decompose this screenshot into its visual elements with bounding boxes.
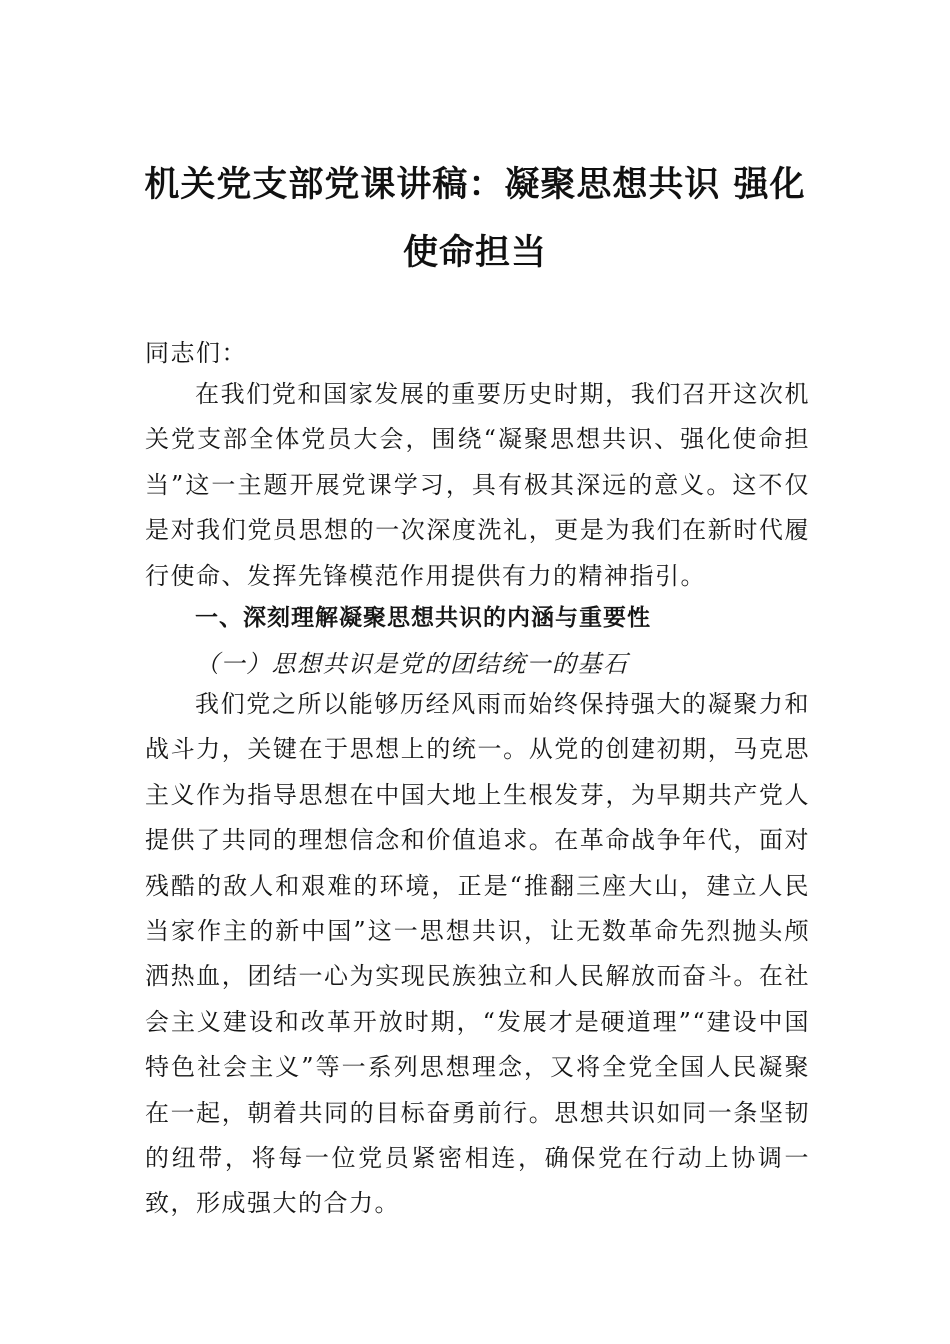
subsection-paragraph-1: 我们党之所以能够历经风雨而始终保持强大的凝聚力和战斗力，关键在于思想上的统一。从党的创建初期，马克思主义作为指导思想在中国大地上生根发芽，为早期共产党人提供了共同的理想信念和价值追求。在革命战争年代，面对残酷的敌人和艰难的环境，正是“推翻三座大山，建立人民当家作主的新中国”这一思想共识，让无数革命先烈抛头颅洒热血，团结一心为实现民族独立和人民解放而奋斗。在社会主义建设和改革开放时期，“发展才是硬道理”“建设中国特色社会主义”等一系列思想理念，又将全党全国人民凝聚在一起，朝着共同的目标奋勇前行。思想共识如同一条坚韧的纽带，将每一位党员紧密相连，确保党在行动上协调一致，形成强大的合力。: [145, 690, 810, 1218]
document-title-line-2: 使命担当: [402, 232, 547, 273]
subsection-heading-1: （一）思想共识是党的团结统一的基石: [195, 650, 629, 678]
document-title-line-1: 机关党支部党课讲稿：凝聚思想共识 强化: [144, 164, 806, 205]
greeting: 同志们：: [145, 339, 247, 367]
intro-paragraph: 在我们党和国家发展的重要历史时期，我们召开这次机关党支部全体党员大会，围绕“凝聚思想共识、强化使命担当”这一主题开展党课学习，具有极其深远的意义。这不仅是对我们党员思想的一次深度洗礼，更是为我们在新时代履行使命、发挥先锋模范作用提供有力的精神指引。: [145, 380, 810, 590]
section-heading-1: 一、深刻理解凝聚思想共识的内涵与重要性: [195, 605, 651, 631]
